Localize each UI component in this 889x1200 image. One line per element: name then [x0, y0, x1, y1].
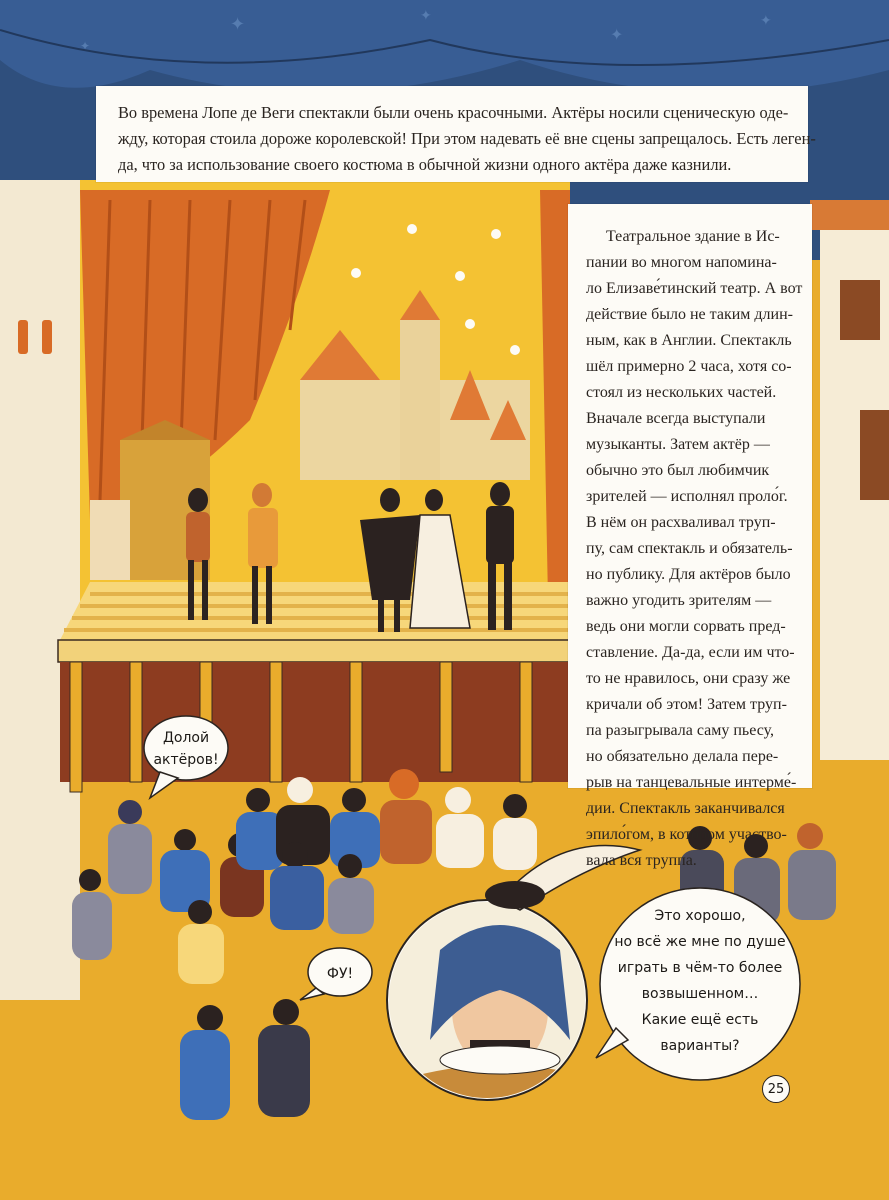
side-caption-line: ло Елизаве́тинский театр. А вот [586, 280, 803, 297]
top-caption [96, 86, 816, 182]
side-caption-line: В нём он расхваливал труп- [586, 514, 776, 531]
right-house-roof [810, 200, 889, 230]
side-caption-line: кричали об этом! Затем труп- [586, 696, 787, 713]
side-caption-line: ставление. Да-да, если им что- [586, 644, 795, 661]
side-caption-line: стоял из нескольких частей. [586, 384, 777, 401]
speech-bubble-lope [596, 888, 800, 1080]
lope-line-2: но всё же мне по душе [614, 934, 786, 950]
lope-line-6: варианты? [660, 1038, 740, 1054]
stage-front [58, 640, 570, 662]
side-caption-line: Вначале всегда выступали [586, 410, 766, 427]
side-caption-line: то не нравилось, они сразу же [586, 670, 791, 687]
bubble-fu-text: ФУ! [326, 966, 354, 982]
lope-line-5: Какие ещё есть [641, 1012, 759, 1028]
lope-line-1: Это хорошо, [654, 908, 746, 924]
side-caption-line: па разыгрывала саму пьесу, [586, 722, 774, 739]
side-caption-line: дии. Спектакль заканчивался [586, 800, 785, 817]
speech-bubble-fu [300, 948, 372, 1000]
right-window [840, 280, 880, 340]
side-caption-line: пу, сам спектакль и обязатель- [586, 540, 793, 557]
side-caption-line: зрителей — исполнял проло́г. [586, 488, 788, 505]
top-caption-line: да, что за использование своего костюма в обычной жизни одного актёра даже казнили. [118, 155, 732, 174]
side-caption [568, 204, 812, 869]
side-caption-line: Театральное здание в Ис- [606, 228, 780, 245]
left-wall [0, 180, 80, 1000]
bubble-line-1: Долой [162, 730, 210, 746]
top-caption-line: Во времена Лопе де Веги спектакли были очень красочными. Актёры носили сценическую оде- [118, 103, 789, 122]
side-caption-line: важно угодить зрителям — [586, 592, 772, 609]
side-caption-line: ведь они могли сорвать пред- [586, 618, 786, 635]
lope-line-3: играть в чём-то более [617, 960, 783, 976]
side-caption-line: но обязательно делала пере- [586, 748, 779, 765]
side-caption-line: но публику. Для актёров было [586, 566, 791, 583]
right-window-2 [860, 410, 889, 500]
side-caption-line: ным, как в Англии. Спектакль [586, 332, 792, 349]
side-caption-line: шёл примерно 2 часа, хотя со- [586, 358, 792, 375]
side-caption-line: обычно это был любимчик [586, 462, 770, 479]
side-caption-line: пании во многом напомина- [586, 254, 777, 271]
side-caption-line: рыв на танцевальные интерме́- [586, 774, 797, 791]
side-caption-line: музыканты. Затем актёр — [586, 436, 770, 453]
side-caption-line: вала вся труппа. [586, 852, 697, 869]
top-caption-line: жду, которая стоила дороже королевской! При этом надевать её вне сцены запрещалось. Есть леген- [118, 129, 816, 148]
bubble-line-2: актёров! [153, 752, 219, 768]
side-caption-line: эпило́гом, в котором участво- [586, 826, 787, 843]
lope-line-4: возвышенном… [641, 986, 759, 1002]
speech-bubble-down-with-actors [144, 716, 228, 798]
side-caption-line: действие было не таким длин- [586, 306, 793, 323]
page-number: 25 [762, 1075, 790, 1103]
